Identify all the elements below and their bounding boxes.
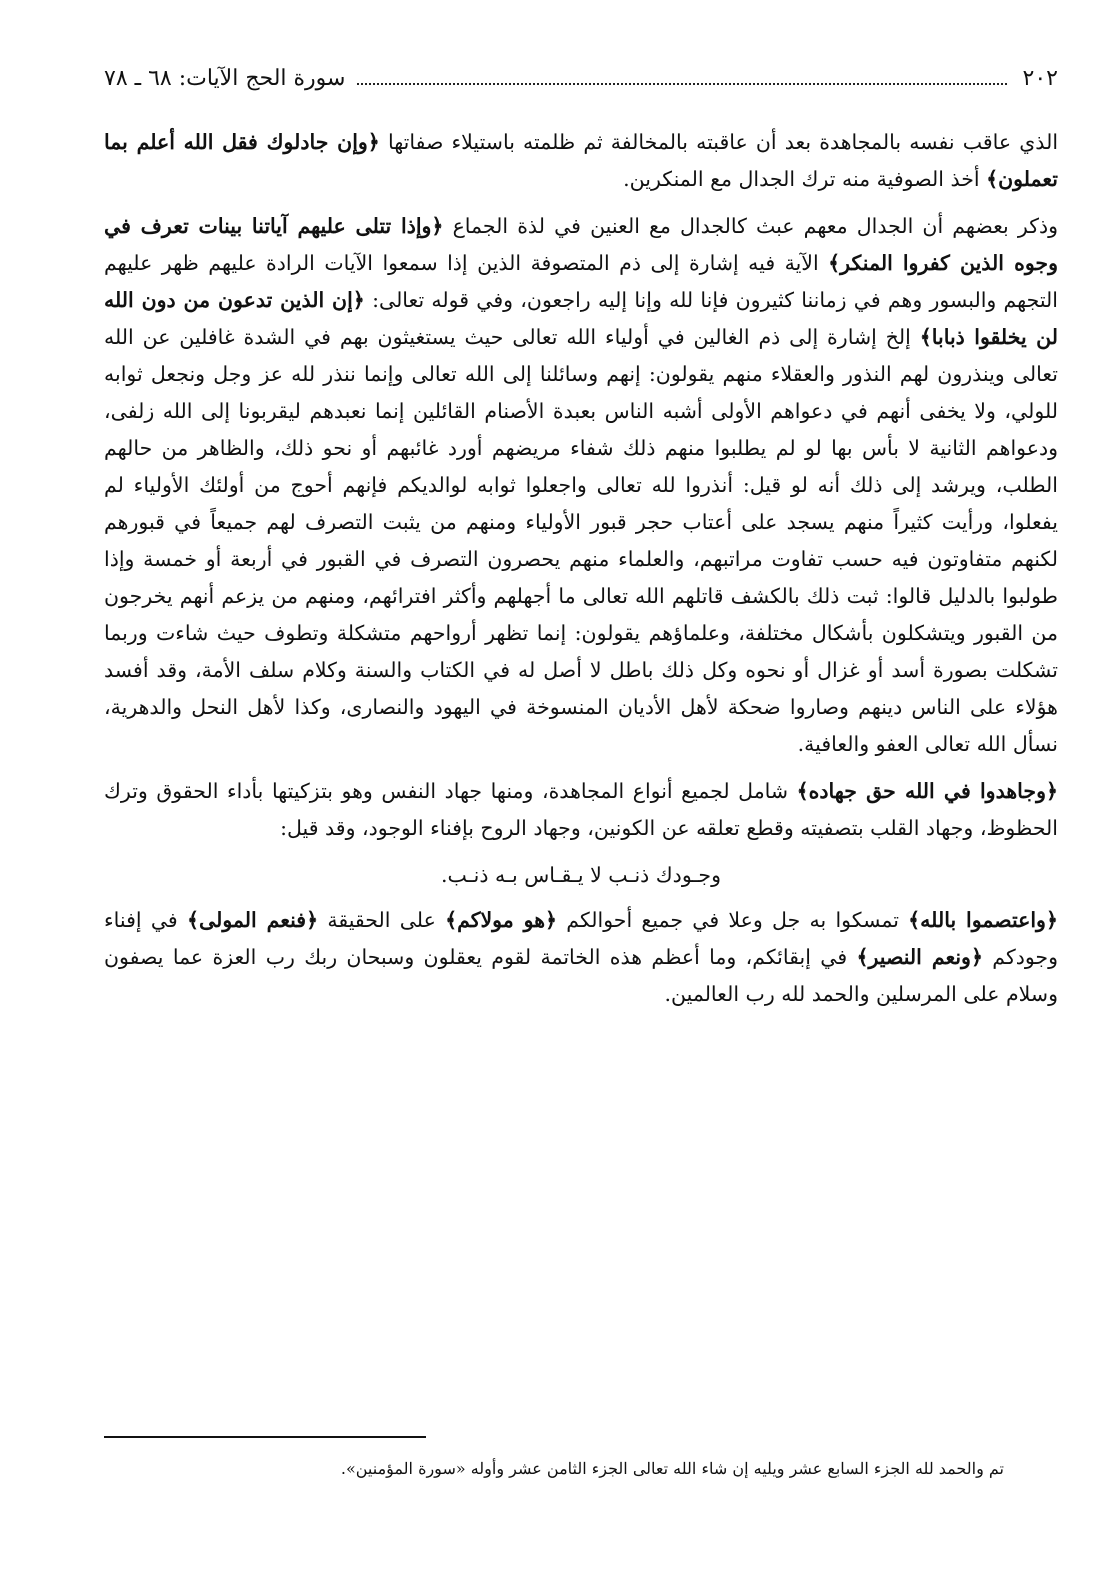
text-run: الآية فيه إشارة إلى ذم المتصوفة الذين إذا سمعوا الآيات الرادة عليهم ظهر عليهم التجهم والبسور وهم في زماننا كثيرون فإنا لله وإنا إليه راجعون، وفي قوله تعالى: bbox=[104, 251, 1058, 312]
paragraph-2 bbox=[104, 208, 1058, 763]
document-page bbox=[104, 0, 1058, 1572]
quran-quote: ﴿واعتصموا بالله﴾ bbox=[908, 908, 1058, 932]
paragraph-3 bbox=[104, 773, 1058, 847]
text-run: في إفناء وجودكم bbox=[104, 908, 1058, 969]
poetry-verse: وجـودك ذنـب لا يـقـاس بـه ذنـب. bbox=[441, 863, 721, 887]
running-header bbox=[104, 58, 1058, 98]
quran-quote: ﴿وإذا تتلى عليهم آياتنا بينات تعرف في وجوه الذين كفروا المنكر﴾ bbox=[104, 214, 1058, 275]
text-run: إلخ إشارة إلى ذم الغالين في أولياء الله تعالى حيث يستغيثون بهم في الشدة غافلين عن الله تعالى وينذرون لهم النذور والعقلاء منهم يقولون: إنهم وسائلنا إلى الله تعالى وإنما ننذر لله عز وجل ونجعل ثوابه للولي، ولا يخفى أنهم في دعواهم الأولى أشبه الناس بعبدة الأصنام القائلين إنما نعبدهم ليقربونا إلى الله زلفى، ودعواهم الثانية لا بأس بها لو لم يطلبوا منهم ذلك شفاء مريضهم أورد غائبهم أو نحو ذلك، والظاهر من حالهم الطلب، ويرشد إلى ذلك أنه لو قيل: أنذروا لله تعالى واجعلوا ثوابه لوالديكم فإنهم أحوج من أولئك الأولياء لم يفعلوا، ورأيت كثيراً منهم يسجد على أعتاب حجر قبور الأولياء ومنهم من يثبت التصرف لهم جميعاً في قبورهم لكنهم متفاوتون فيه حسب تفاوت مراتبهم، والعلماء منهم يحصرون التصرف في القبور في أربعة أو خمسة وإذا طولبوا بالدليل قالوا: ثبت ذلك بالكشف قاتلهم الله تعالى ما أجهلهم وأكثر افترائهم، ومنهم من يزعم أنهم يخرجون من القبور ويتشكلون بأشكال مختلفة، وعلماؤهم يقولون: إنما تظهر أرواحهم متشكلة وتطوف حيث شاءت وربما تشكلت بصورة أسد أو غزال أو نحوه وكل ذلك باطل لا أصل له في الكتاب والسنة وكلام سلف الأمة، وقد أفسد هؤلاء على الناس دينهم وصاروا ضحكة لأهل الأديان المنسوخة في اليهود والنصارى، وكذا لأهل النحل والدهرية، نسأل الله تعالى العفو والعافية. bbox=[104, 325, 1058, 756]
surah-title: سورة الحج الآيات: ٦٨ ـ ٧٨ bbox=[104, 65, 346, 91]
quran-quote: ﴿ونعم النصير﴾ bbox=[856, 945, 983, 969]
footnote: تم والحمد لله الجزء السابع عشر ويليه إن شاء الله تعالى الجزء الثامن عشر وأوله «سورة المؤمنين». bbox=[340, 1459, 1004, 1478]
body-text bbox=[104, 124, 1058, 1023]
paragraph-1 bbox=[104, 124, 1058, 198]
quran-quote: ﴿وإن جادلوك فقل الله أعلم بما تعملون﴾ bbox=[104, 130, 1058, 191]
footnote-divider bbox=[104, 1436, 426, 1438]
text-run: شامل لجميع أنواع المجاهدة، ومنها جهاد النفس وهو بتزكيتها بأداء الحقوق وترك الحظوظ، وجهاد القلب بتصفيته وقطع تعلقه عن الكونين، وجهاد الروح بإفناء الوجود، وقد قيل: bbox=[104, 779, 1058, 840]
text-run: على الحقيقة bbox=[318, 908, 446, 932]
page-number: ٢٠٢ bbox=[1022, 65, 1058, 91]
dotted-leader bbox=[357, 83, 1006, 85]
quran-quote: ﴿إن الذين تدعون من دون الله لن يخلقوا ذبابا﴾ bbox=[104, 288, 1058, 349]
text-run: الذي عاقب نفسه بالمجاهدة بعد أن عاقبته بالمخالفة ثم ظلمته باستيلاء صفاتها bbox=[379, 130, 1059, 154]
text-run: تمسكوا به جل وعلا في جميع أحوالكم bbox=[557, 908, 909, 932]
quran-quote: ﴿هو مولاكم﴾ bbox=[445, 908, 558, 932]
text-run: وذكر بعضهم أن الجدال معهم عبث كالجدال مع العنين في لذة الجماع bbox=[443, 214, 1058, 238]
paragraph-4 bbox=[104, 902, 1058, 1013]
text-run: أخذ الصوفية منه ترك الجدال مع المنكرين. bbox=[623, 167, 987, 191]
text-run: في إبقائكم، وما أعظم هذه الخاتمة لقوم يعقلون وسبحان ربك رب العزة عما يصفون وسلام على المرسلين والحمد لله رب العالمين. bbox=[104, 945, 1058, 1006]
quran-quote: ﴿فنعم المولى﴾ bbox=[186, 908, 319, 932]
quran-quote: ﴿وجاهدوا في الله حق جهاده﴾ bbox=[796, 779, 1058, 803]
